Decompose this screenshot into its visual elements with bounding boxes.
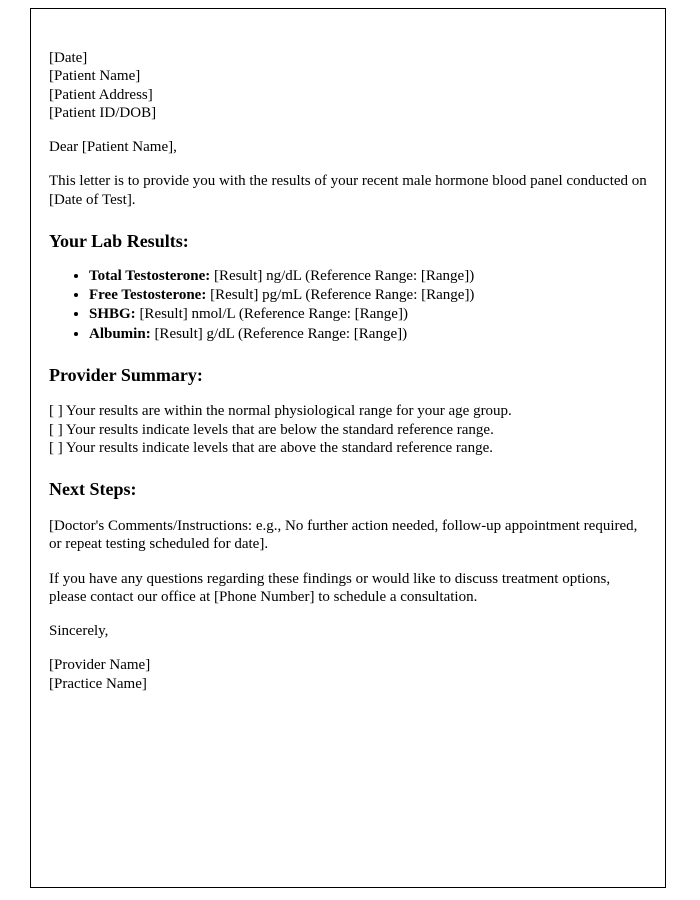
lab-result-item [89,286,647,304]
contact-paragraph: If you have any questions regarding these findings or would like to discuss treatment options, please contact our office at [Phone Number] to schedule a consultation. [49,570,611,605]
salutation: Dear [Patient Name], [49,139,177,156]
lab-result-item [89,305,647,323]
practice-name-line: [Practice Name] [49,675,147,692]
letter-header-block [49,49,647,122]
patient-address-line: [Patient Address] [49,86,153,103]
provider-summary-heading: Provider Summary: [49,364,203,385]
closing-line: Sincerely, [49,623,109,640]
intro-paragraph: This letter is to provide you with the results of your recent male hormone blood panel conducted on [Date of Test]. [49,173,647,208]
lab-result-value: [Result] pg/mL (Reference Range: [Range]) [206,286,475,303]
lab-result-value: [Result] ng/dL (Reference Range: [Range]) [210,267,475,284]
lab-result-item [89,325,647,343]
lab-result-value: [Result] g/dL (Reference Range: [Range]) [150,325,408,342]
lab-result-item [89,267,647,285]
lab-result-label: Albumin: [89,325,151,342]
next-steps-heading: Next Steps: [49,479,137,500]
lab-result-label: SHBG: [89,306,136,323]
lab-results-list [49,267,647,343]
provider-name-line: [Provider Name] [49,657,151,674]
lab-result-label: Total Testosterone: [89,267,211,284]
signature-block [49,656,647,693]
summary-options-block [49,402,647,457]
lab-results-heading: Your Lab Results: [49,231,189,252]
summary-option-line: [ ] Your results indicate levels that are above the standard reference range. [49,440,493,457]
letter-page [30,8,666,888]
lab-result-label: Free Testosterone: [89,286,207,303]
summary-option-line: [ ] Your results indicate levels that are below the standard reference range. [49,421,494,438]
doctor-comments-paragraph: [Doctor's Comments/Instructions: e.g., No further action needed, follow-up appointment required, or repeat testing scheduled for date]. [49,517,638,553]
date-line: [Date] [49,50,88,66]
patient-id-dob-line: [Patient ID/DOB] [49,104,157,121]
patient-name-line: [Patient Name] [49,68,141,85]
lab-result-value: [Result] nmol/L (Reference Range: [Range]) [135,306,408,323]
summary-option-line: [ ] Your results are within the normal physiological range for your age group. [49,403,512,420]
